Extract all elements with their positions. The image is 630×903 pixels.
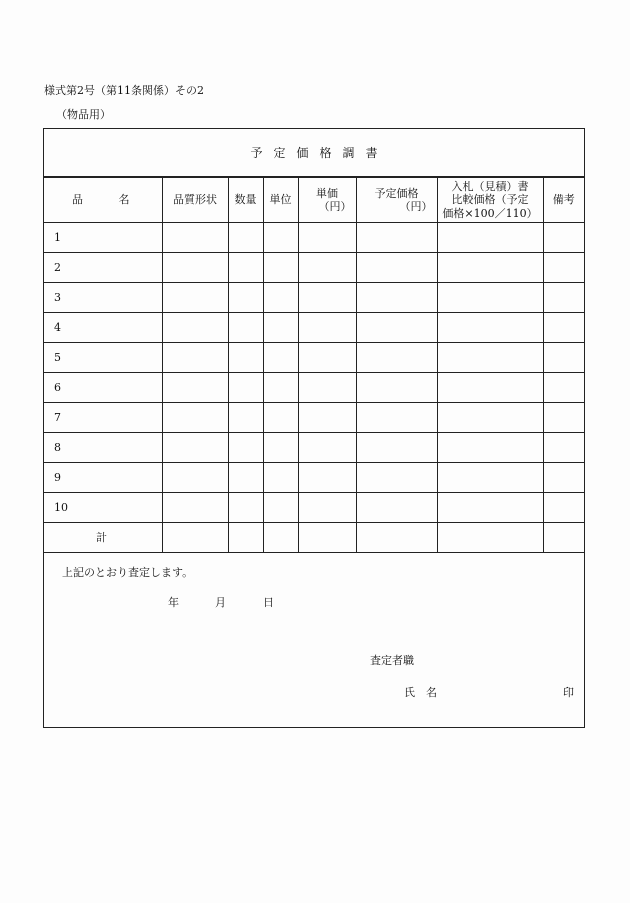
table-row bbox=[44, 373, 584, 403]
cell-quality[interactable] bbox=[162, 493, 228, 523]
cell-quality[interactable] bbox=[162, 463, 228, 493]
price-estimate-sheet bbox=[43, 128, 585, 728]
cell-quality[interactable] bbox=[162, 343, 228, 373]
table-row bbox=[44, 343, 584, 373]
table-row bbox=[44, 253, 584, 283]
cell-unit[interactable] bbox=[263, 343, 298, 373]
row-number: 10 bbox=[44, 493, 162, 523]
assessment-section bbox=[44, 547, 584, 727]
form-number: 様式第2号（第11条関係）その2 bbox=[44, 84, 204, 97]
year-label: 年 bbox=[168, 596, 179, 609]
cell-unit[interactable] bbox=[263, 313, 298, 343]
row-number: 7 bbox=[44, 403, 162, 433]
unit-price-currency: （円） bbox=[318, 200, 352, 213]
cell-planned-price[interactable] bbox=[356, 493, 437, 523]
cell-quality[interactable] bbox=[162, 223, 228, 253]
cell-unit[interactable] bbox=[263, 223, 298, 253]
planned-price-label: 予定価格 bbox=[374, 186, 419, 200]
cell-planned-price[interactable] bbox=[356, 283, 437, 313]
cell-quality[interactable] bbox=[162, 433, 228, 463]
cell-bid-ratio[interactable] bbox=[437, 253, 543, 283]
table-row bbox=[44, 433, 584, 463]
cell-quality[interactable] bbox=[162, 403, 228, 433]
cell-remarks[interactable] bbox=[543, 373, 584, 403]
cell-unit-price[interactable] bbox=[298, 433, 356, 463]
cell-unit[interactable] bbox=[263, 463, 298, 493]
date-line bbox=[168, 594, 274, 610]
month-label: 月 bbox=[215, 596, 226, 609]
row-number: 2 bbox=[44, 253, 162, 283]
cell-bid-ratio[interactable] bbox=[437, 463, 543, 493]
cell-unit[interactable] bbox=[263, 373, 298, 403]
assessment-statement: 上記のとおり査定します。 bbox=[62, 566, 194, 579]
col-header-bid-ratio bbox=[437, 178, 543, 223]
cell-remarks[interactable] bbox=[543, 253, 584, 283]
cell-quantity[interactable] bbox=[228, 253, 263, 283]
cell-unit-price[interactable] bbox=[298, 463, 356, 493]
day-label: 日 bbox=[263, 596, 274, 609]
cell-quantity[interactable] bbox=[228, 313, 263, 343]
cell-quality[interactable] bbox=[162, 253, 228, 283]
table-row bbox=[44, 463, 584, 493]
cell-unit-price[interactable] bbox=[298, 253, 356, 283]
cell-planned-price[interactable] bbox=[356, 343, 437, 373]
col-header-remarks: 備考 bbox=[543, 178, 584, 223]
col-header-planned-price bbox=[356, 178, 437, 223]
cell-bid-ratio[interactable] bbox=[437, 403, 543, 433]
cell-bid-ratio[interactable] bbox=[437, 313, 543, 343]
row-number: 9 bbox=[44, 463, 162, 493]
table-row bbox=[44, 403, 584, 433]
row-number: 4 bbox=[44, 313, 162, 343]
row-number: 8 bbox=[44, 433, 162, 463]
cell-unit[interactable] bbox=[263, 253, 298, 283]
cell-bid-ratio[interactable] bbox=[437, 283, 543, 313]
cell-bid-ratio[interactable] bbox=[437, 493, 543, 523]
cell-planned-price[interactable] bbox=[356, 373, 437, 403]
cell-quantity[interactable] bbox=[228, 343, 263, 373]
cell-remarks[interactable] bbox=[543, 343, 584, 373]
price-table bbox=[44, 177, 584, 553]
cell-unit-price[interactable] bbox=[298, 493, 356, 523]
table-header-row bbox=[44, 178, 584, 223]
cell-unit-price[interactable] bbox=[298, 223, 356, 253]
cell-remarks[interactable] bbox=[543, 283, 584, 313]
name-label: 氏 名 bbox=[404, 686, 437, 699]
bid-ratio-line-3: 価格×100／110） bbox=[442, 206, 538, 220]
cell-unit-price[interactable] bbox=[298, 313, 356, 343]
col-header-unit: 単位 bbox=[263, 178, 298, 223]
cell-quality[interactable] bbox=[162, 373, 228, 403]
cell-bid-ratio[interactable] bbox=[437, 343, 543, 373]
cell-remarks[interactable] bbox=[543, 403, 584, 433]
cell-unit[interactable] bbox=[263, 403, 298, 433]
table-row bbox=[44, 313, 584, 343]
cell-quantity[interactable] bbox=[228, 493, 263, 523]
cell-quantity[interactable] bbox=[228, 373, 263, 403]
cell-quantity[interactable] bbox=[228, 463, 263, 493]
cell-quantity[interactable] bbox=[228, 433, 263, 463]
cell-bid-ratio[interactable] bbox=[437, 433, 543, 463]
table-row bbox=[44, 223, 584, 253]
cell-planned-price[interactable] bbox=[356, 463, 437, 493]
unit-price-label: 単価 bbox=[316, 186, 338, 200]
cell-remarks[interactable] bbox=[543, 223, 584, 253]
cell-unit-price[interactable] bbox=[298, 373, 356, 403]
row-number: 1 bbox=[44, 223, 162, 253]
cell-remarks[interactable] bbox=[543, 463, 584, 493]
cell-remarks[interactable] bbox=[543, 313, 584, 343]
col-header-unit-price bbox=[298, 178, 356, 223]
cell-planned-price[interactable] bbox=[356, 313, 437, 343]
cell-quantity[interactable] bbox=[228, 223, 263, 253]
total-label: 計 bbox=[44, 523, 162, 553]
cell-bid-ratio[interactable] bbox=[437, 373, 543, 403]
col-header-item-name-a: 品 bbox=[72, 193, 83, 207]
table-row bbox=[44, 283, 584, 313]
form-category: （物品用） bbox=[56, 108, 111, 121]
cell-unit[interactable] bbox=[263, 433, 298, 463]
cell-planned-price[interactable] bbox=[356, 403, 437, 433]
cell-bid-ratio[interactable] bbox=[437, 223, 543, 253]
document-title: 予定価格調書 bbox=[44, 129, 584, 177]
cell-planned-price[interactable] bbox=[356, 433, 437, 463]
row-number: 3 bbox=[44, 283, 162, 313]
seal-label: 印 bbox=[563, 686, 574, 699]
bid-ratio-line-1: 入札（見積）書 bbox=[451, 180, 529, 194]
col-header-quantity: 数量 bbox=[228, 178, 263, 223]
cell-unit-price[interactable] bbox=[298, 343, 356, 373]
cell-quality[interactable] bbox=[162, 313, 228, 343]
cell-remarks[interactable] bbox=[543, 433, 584, 463]
row-number: 5 bbox=[44, 343, 162, 373]
col-header-item-name bbox=[44, 178, 162, 223]
cell-unit-price[interactable] bbox=[298, 403, 356, 433]
cell-planned-price[interactable] bbox=[356, 253, 437, 283]
cell-unit[interactable] bbox=[263, 493, 298, 523]
assessor-title-label: 査定者職 bbox=[370, 654, 414, 667]
bid-ratio-line-2: 比較価格（予定 bbox=[451, 193, 529, 207]
cell-unit[interactable] bbox=[263, 283, 298, 313]
col-header-item-name-b: 名 bbox=[118, 193, 130, 207]
cell-quantity[interactable] bbox=[228, 403, 263, 433]
cell-quality[interactable] bbox=[162, 283, 228, 313]
row-number: 6 bbox=[44, 373, 162, 403]
col-header-quality: 品質形状 bbox=[162, 178, 228, 223]
cell-planned-price[interactable] bbox=[356, 223, 437, 253]
planned-price-currency: （円） bbox=[399, 200, 433, 213]
cell-quantity[interactable] bbox=[228, 283, 263, 313]
cell-unit-price[interactable] bbox=[298, 283, 356, 313]
table-row bbox=[44, 493, 584, 523]
cell-remarks[interactable] bbox=[543, 493, 584, 523]
